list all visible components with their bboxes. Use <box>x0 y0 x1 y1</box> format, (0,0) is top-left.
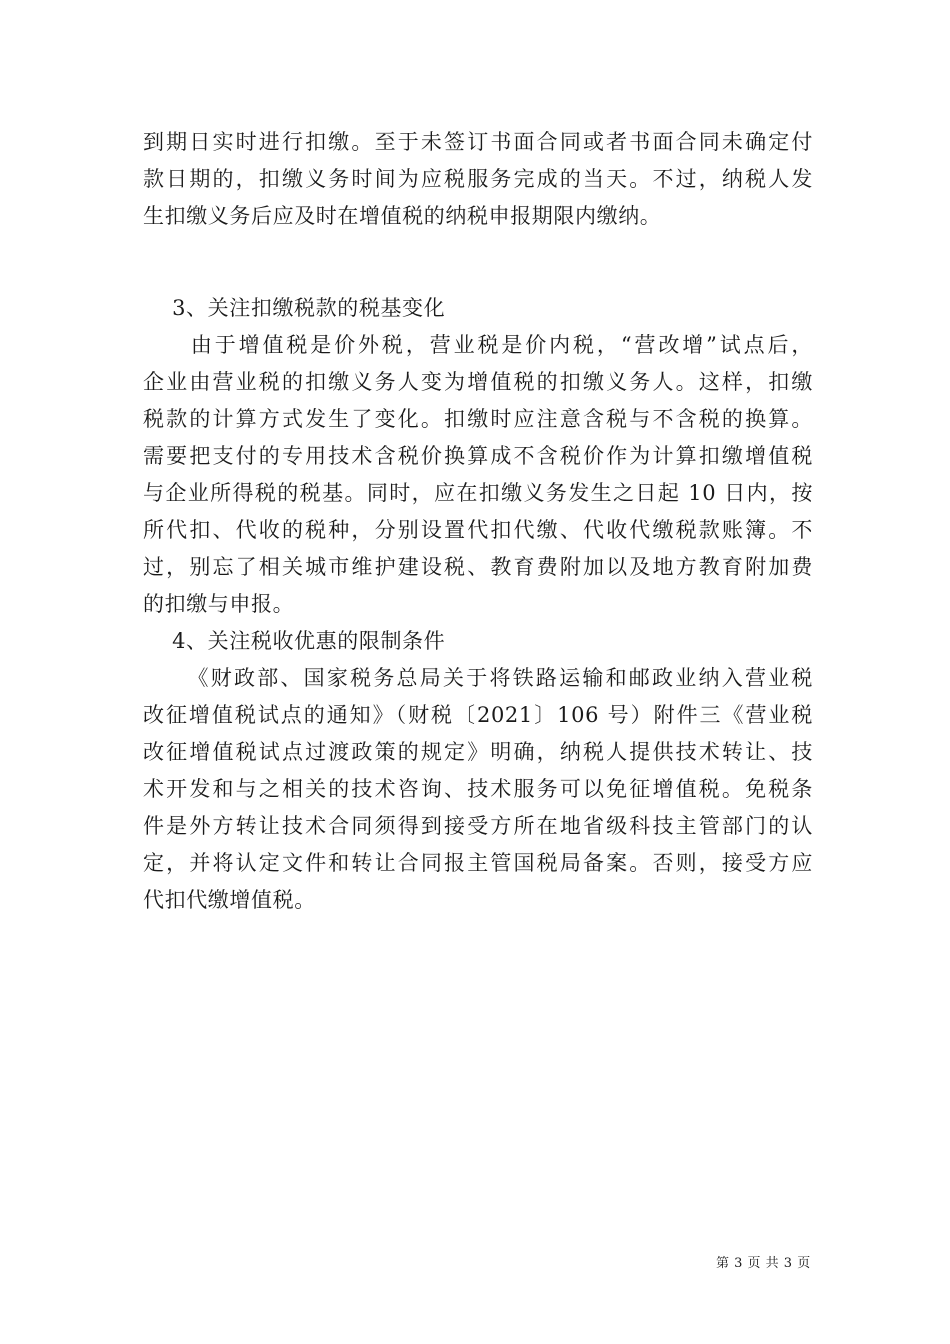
text-line: 所代扣、代收的税种，分别设置代扣代缴、代收代缴税款账簿。不 <box>143 518 813 542</box>
page-number: 第 3 页 共 3 页 <box>716 1256 811 1271</box>
text-line: 定，并将认定文件和转让合同报主管国税局备案。否则，接受方应 <box>143 851 813 875</box>
text-line: 生扣缴义务后应及时在增值税的纳税申报期限内缴纳。 <box>143 204 662 228</box>
text-line: 改征增值税试点的通知》（财税〔2021〕106 号）附件三《营业税 <box>143 703 813 727</box>
section-heading-4: 4、关注税收优惠的限制条件 <box>143 629 446 653</box>
text-line: 过，别忘了相关城市维护建设税、教育费附加以及地方教育附加费 <box>143 555 813 579</box>
text-line: 企业由营业税的扣缴义务人变为增值税的扣缴义务人。这样，扣缴 <box>143 370 813 394</box>
paragraph-intro <box>143 124 813 235</box>
text-line: 税款的计算方式发生了变化。扣缴时应注意含税与不含税的换算。 <box>143 407 813 431</box>
text-line: 术开发和与之相关的技术咨询、技术服务可以免征增值税。免税条 <box>143 777 813 801</box>
paragraph-main <box>143 290 813 919</box>
text-line: 改征增值税试点过渡政策的规定》明确，纳税人提供技术转让、技 <box>143 740 813 764</box>
text-line: 的扣缴与申报。 <box>143 592 295 616</box>
text-line: 与企业所得税的税基。同时，应在扣缴义务发生之日起 10 日内，按 <box>143 481 813 505</box>
section-heading-3: 3、关注扣缴税款的税基变化 <box>143 296 446 320</box>
text-line: 需要把支付的专用技术含税价换算成不含税价作为计算扣缴增值税 <box>143 444 813 468</box>
text-line: 件是外方转让技术合同须得到接受方所在地省级科技主管部门的认 <box>143 814 813 838</box>
text-line: 款日期的，扣缴义务时间为应税服务完成的当天。不过，纳税人发 <box>143 167 813 191</box>
text-line: 到期日实时进行扣缴。至于未签订书面合同或者书面合同未确定付 <box>143 130 813 154</box>
text-line: 《财政部、国家税务总局关于将铁路运输和邮政业纳入营业税 <box>143 666 813 690</box>
text-line: 代扣代缴增值税。 <box>143 888 316 912</box>
text-line: 由于增值税是价外税，营业税是价内税，“营改增”试点后， <box>143 333 813 357</box>
